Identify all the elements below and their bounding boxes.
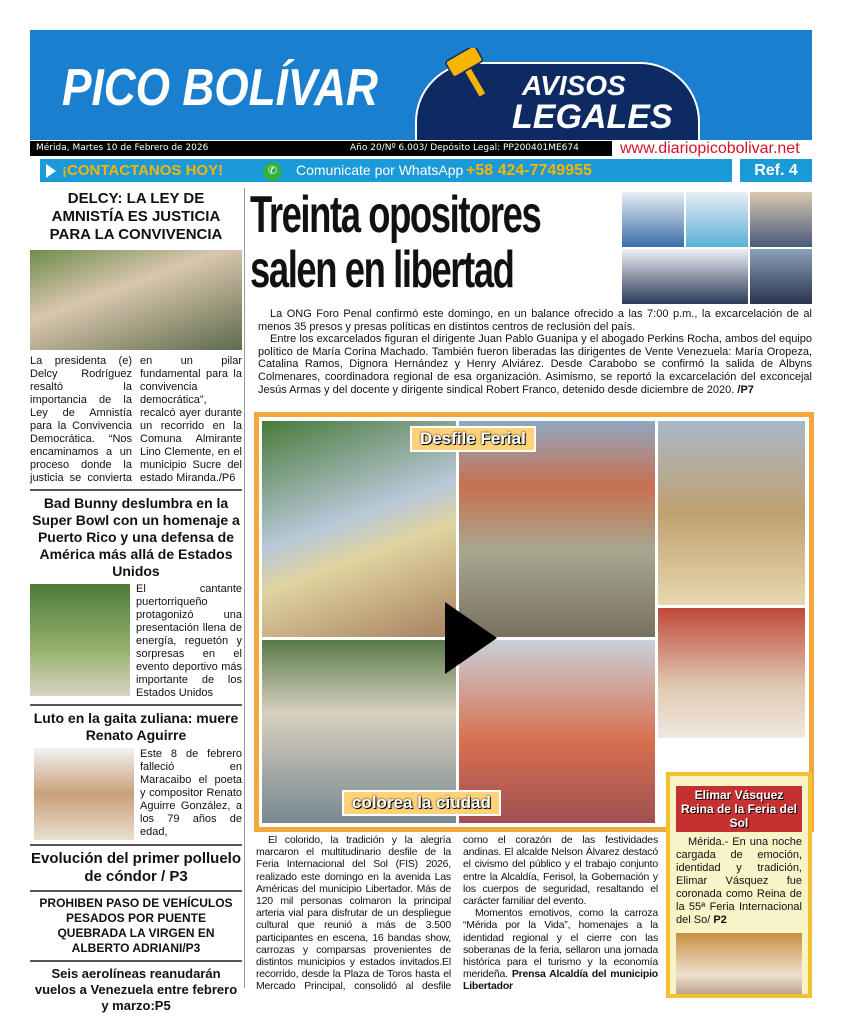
paragraph: Entre los excarcelados figuran el dirigente Juan Pablo Guanipa y el abogado Perkins Rocha, ambos del equipo político de María Corina Machado. También fueron liberadas las dirigentes de Vente Venezuela: María Oropeza, Catalina Ramos, Dignora Hernández y Henry Alviárez. Desde Carabobo se confirmó la salida de Albyns Colmenares, coordinadora regional de esa organización. Asimismo, se reportó la excarcelación del exconcejal Jesús Armas y del docente y dirigente sindical Robert Franco, detenido desde diciembre de 2020. <box>258 333 812 396</box>
website-link[interactable]: www.diariopicobolivar.net <box>620 140 800 157</box>
divider <box>30 489 242 491</box>
left-column <box>30 190 242 1014</box>
main-story-body <box>258 308 812 396</box>
paragraph: La ONG Foro Penal confirmó este domingo, en un balance ofrecido a las 7:00 p.m., la excarcelación de al menos 35 presos y presas políticas en distintos centros de reclusión del país. <box>258 308 812 333</box>
story-renato-aguirre[interactable] <box>30 710 242 840</box>
story-title: DELCY: LA LEY DE AMNISTÍA ES JUSTICIA PARA LA CONVIVENCIA <box>49 190 223 243</box>
story-photo <box>34 748 134 840</box>
edition: Año 20/Nº 6.003/ Depósito Legal: PP200401ME674 <box>350 143 579 153</box>
avisos-line2: LEGALES <box>512 98 673 136</box>
story-puente[interactable]: PROHIBEN PASO DE VEHÍCULOS PESADOS POR PUENTE QUEBRADA LA VIRGEN EN ALBERTO ADRIANI/P3 <box>39 896 233 955</box>
story-title: Bad Bunny deslumbra en la Super Bowl con un homenaje a Puerto Rico y una defensa de América más allá de Estados Unidos <box>32 495 240 579</box>
reina-box[interactable] <box>666 772 812 998</box>
story-body: Este 8 de febrero falleció en Maracaibo el poeta y compositor Renato Aguirre González, a los 79 años de edad, <box>140 748 242 838</box>
gavel-icon <box>432 48 512 98</box>
collage-caption-bottom: colorea la ciudad <box>342 790 501 816</box>
logo: PICO BOLÍVAR <box>62 59 378 117</box>
whatsapp-phone[interactable]: +58 424-7749955 <box>466 162 592 179</box>
whatsapp-label: Comunicate por WhatsApp <box>296 162 464 178</box>
collage-photo <box>658 608 805 738</box>
collage-photo <box>262 421 456 637</box>
avisos-line1: AVISOS <box>522 70 626 101</box>
arrow-right-icon <box>46 164 56 178</box>
paragraph: El colorido, la tradición y la alegría marcaron el multitudinario desfile de la Feria Internacional del Sol (FIS) 2026, realizado este domingo en la avenida Las Américas del municipio Libertador. Más de 120 mil personas colmaron la principal arteria vial para disfrutar de un despliegue cultural que reunió a más de 3.500 participantes en escena, 16 bandas show, carrozas y comparsas provenientes de distintos municipios y estados invitados.El recorrido, desde la Plaza de Toros hasta el Mercado Principal, consolidó al desfile como el corazón de las festividades andinas. El alcalde Nelson Álvarez destacó el civismo del público y el trabajo conjunto entre la Alcaldía, Ferisol, la Gobernación y los cuerpos de seguridad, resaltando el carácter familiar del evento. <box>256 834 658 993</box>
divider <box>30 890 242 892</box>
play-icon[interactable] <box>445 602 497 674</box>
date-bar <box>30 141 612 156</box>
story-condor[interactable]: Evolución del primer polluelo de cóndor / P3 <box>30 850 242 885</box>
reina-title: Elimar Vásquez Reina de la Feria del Sol <box>676 786 802 832</box>
whatsapp-icon: ✆ <box>263 162 282 181</box>
story-title: Luto en la gaita zuliana: muere Renato Aguirre <box>33 710 239 743</box>
page-ref: P2 <box>713 914 727 926</box>
main-photos <box>622 192 812 304</box>
divider <box>30 844 242 846</box>
feria-story-body <box>256 834 658 993</box>
story-bad-bunny[interactable] <box>30 495 242 700</box>
collage-caption-top: Desfile Ferial <box>410 426 536 452</box>
credit: Prensa Alcaldía del municipio Libertador <box>463 968 659 993</box>
divider <box>30 704 242 706</box>
story-photo <box>30 584 130 696</box>
contact-label[interactable]: ¡CONTACTANOS HOY! <box>62 162 224 179</box>
page-ref: /P7 <box>737 383 754 396</box>
story-body: La presidenta (e) Delcy Rodríguez resaltó la importancia de la Ley de Amnistía para la Convivencia Democrática. “Nos encaminamos a un proceso donde la justicia se convierta en un pilar fundamental para la convivencia democrática”, recalcó ayer durante un recorrido en la Comuna Almirante Lino Clemente, en el municipio Sucre del estado Miranda./P6 <box>30 355 242 484</box>
date: Mérida, Martes 10 de Febrero de 2026 <box>36 143 209 153</box>
story-photo <box>30 250 242 350</box>
story-body: El cantante puertorriqueño protagonizó una presentación llena de energía, reguetón y sorpresas en el evento deportivo más importante de los Estados Unidos <box>136 583 242 699</box>
main-headline[interactable]: Treinta opositores salen en libertad <box>250 186 541 299</box>
page-ref: Ref. 4 <box>740 159 812 182</box>
story-aerolineas[interactable]: Seis aerolíneas reanudarán vuelos a Venezuela entre febrero y marzo:P5 <box>34 966 238 1013</box>
column-divider <box>244 188 245 988</box>
divider <box>30 960 242 962</box>
reina-body: Mérida.- En una noche cargada de emoción, identidad y tradición, Elimar Vásquez fue coronada como Reina de la 55ª Feria Internacional del So/ <box>676 836 802 926</box>
reina-photo <box>676 933 802 998</box>
paragraph: Momentos emotivos, como la carroza “Mérida por la Vida”, homenajes a la identidad regional y el cierre con las soberanas de la feria, sellaron una jornada histórica para el turismo y la economía merideña. <box>463 907 658 981</box>
story-delcy[interactable] <box>30 190 242 485</box>
collage-photo <box>658 421 805 605</box>
